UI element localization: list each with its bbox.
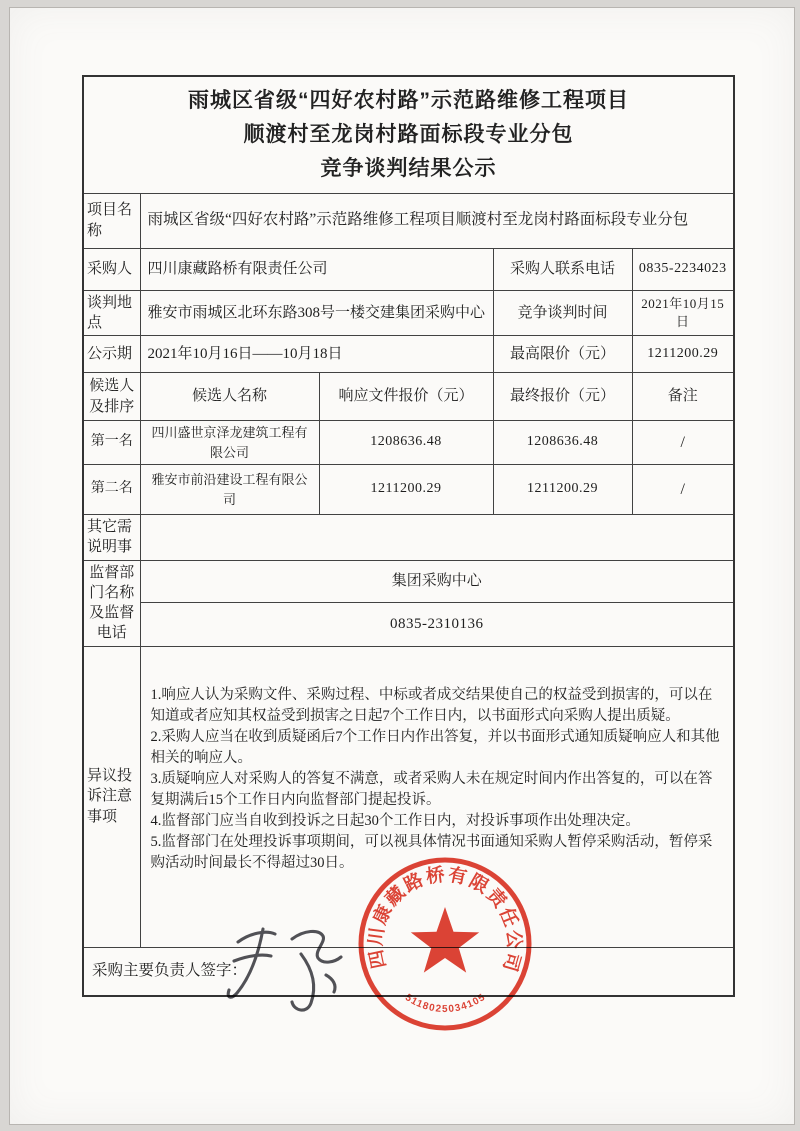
candidates-remark-header: 备注 xyxy=(632,373,734,421)
candidate-final-price: 1208636.48 xyxy=(493,421,632,465)
project-name-value: 雨城区省级“四好农村路”示范路维修工程项目顺渡村至龙岗村路面标段专业分包 xyxy=(140,193,734,248)
objection-item-4: 4.监督部门应当自收到投诉之日起30个工作日内，对投诉事项作出处理决定。 xyxy=(150,813,640,829)
title-line-1: 雨城区省级“四好农村路”示范路维修工程项目 xyxy=(188,88,630,112)
project-name-label: 项目名称 xyxy=(83,193,140,248)
candidates-header-row xyxy=(83,373,734,421)
objection-item-3: 3.质疑响应人对采购人的答复不满意，或者采购人未在规定时间内作出答复的，可以在答复期满后15个工作日内向监督部门提起投诉。 xyxy=(150,771,713,808)
candidates-rank-header: 候选人及排序 xyxy=(83,373,140,421)
table-row xyxy=(83,248,734,290)
table-row xyxy=(83,560,734,602)
candidate-rank: 第二名 xyxy=(83,465,140,515)
table-row xyxy=(83,193,734,248)
candidate-name: 雅安市前沿建设工程有限公司 xyxy=(140,465,319,515)
supervision-label: 监督部门名称及监督电话 xyxy=(83,560,140,646)
supervision-name: 集团采购中心 xyxy=(140,560,734,602)
venue-value: 雅安市雨城区北环东路308号一楼交建集团采购中心 xyxy=(140,290,493,336)
objection-label: 异议投诉注意事项 xyxy=(83,646,140,947)
candidates-name-header: 候选人名称 xyxy=(140,373,319,421)
objection-item-5: 5.监督部门在处理投诉事项期间，可以视具体情况书面通知采购人暂停采购活动，暂停采购活动时间最长不得超过30日。 xyxy=(150,834,713,871)
supervision-phone: 0835-2310136 xyxy=(140,602,734,646)
title-line-2: 顺渡村至龙岗村路面标段专业分包 xyxy=(243,122,574,146)
candidate-name: 四川盛世京泽龙建筑工程有限公司 xyxy=(140,421,319,465)
candidate-remark: / xyxy=(632,465,734,515)
max-price-value: 1211200.29 xyxy=(632,336,734,373)
publicity-label: 公示期 xyxy=(83,336,140,373)
candidate-final-price: 1211200.29 xyxy=(493,465,632,515)
purchaser-label: 采购人 xyxy=(83,248,140,290)
candidate-response-price: 1208636.48 xyxy=(319,421,493,465)
seal-number-text: 5118025034105 xyxy=(402,991,489,1016)
purchaser-phone-value: 0835-2234023 xyxy=(632,248,734,290)
candidates-final-price-header: 最终报价（元） xyxy=(493,373,632,421)
candidates-response-price-header: 响应文件报价（元） xyxy=(319,373,493,421)
other-notes-value xyxy=(140,515,734,561)
candidate-row xyxy=(83,465,734,515)
signature-row xyxy=(83,947,734,996)
table-row xyxy=(83,76,734,193)
objection-item-1: 1.响应人认为采购文件、采购过程、中标或者成交结果使自己的权益受到损害的，可以在知道或者应知其权益受到损害之日起7个工作日内，以书面形式向采购人提出质疑。 xyxy=(150,687,713,724)
objection-item-2: 2.采购人应当在收到质疑函后7个工作日内作出答复，并以书面形式通知质疑响应人和其他相关的响应人。 xyxy=(150,729,720,766)
title-line-3: 竞争谈判结果公示 xyxy=(320,156,497,180)
table-row xyxy=(83,602,734,646)
purchaser-phone-label: 采购人联系电话 xyxy=(493,248,632,290)
max-price-label: 最高限价（元） xyxy=(493,336,632,373)
other-notes-label: 其它需说明事 xyxy=(83,515,140,561)
venue-label: 谈判地点 xyxy=(83,290,140,336)
table-row xyxy=(83,646,734,947)
objection-text xyxy=(140,646,734,947)
negotiation-time-label: 竞争谈判时间 xyxy=(493,290,632,336)
announcement-table xyxy=(82,75,735,997)
candidate-remark: / xyxy=(632,421,734,465)
table-row xyxy=(83,336,734,373)
candidate-row xyxy=(83,421,734,465)
signature-label: 采购主要负责人签字： xyxy=(83,947,734,996)
purchaser-value: 四川康藏路桥有限责任公司 xyxy=(140,248,493,290)
candidate-response-price: 1211200.29 xyxy=(319,465,493,515)
publicity-value: 2021年10月16日——10月18日 xyxy=(140,336,493,373)
table-row xyxy=(83,290,734,336)
document-title xyxy=(83,76,734,193)
seal-company-text: 四川康藏路桥有限责任公司 xyxy=(364,863,526,976)
candidate-rank: 第一名 xyxy=(83,421,140,465)
table-row xyxy=(83,515,734,561)
negotiation-time-value: 2021年10月15日 xyxy=(632,290,734,336)
